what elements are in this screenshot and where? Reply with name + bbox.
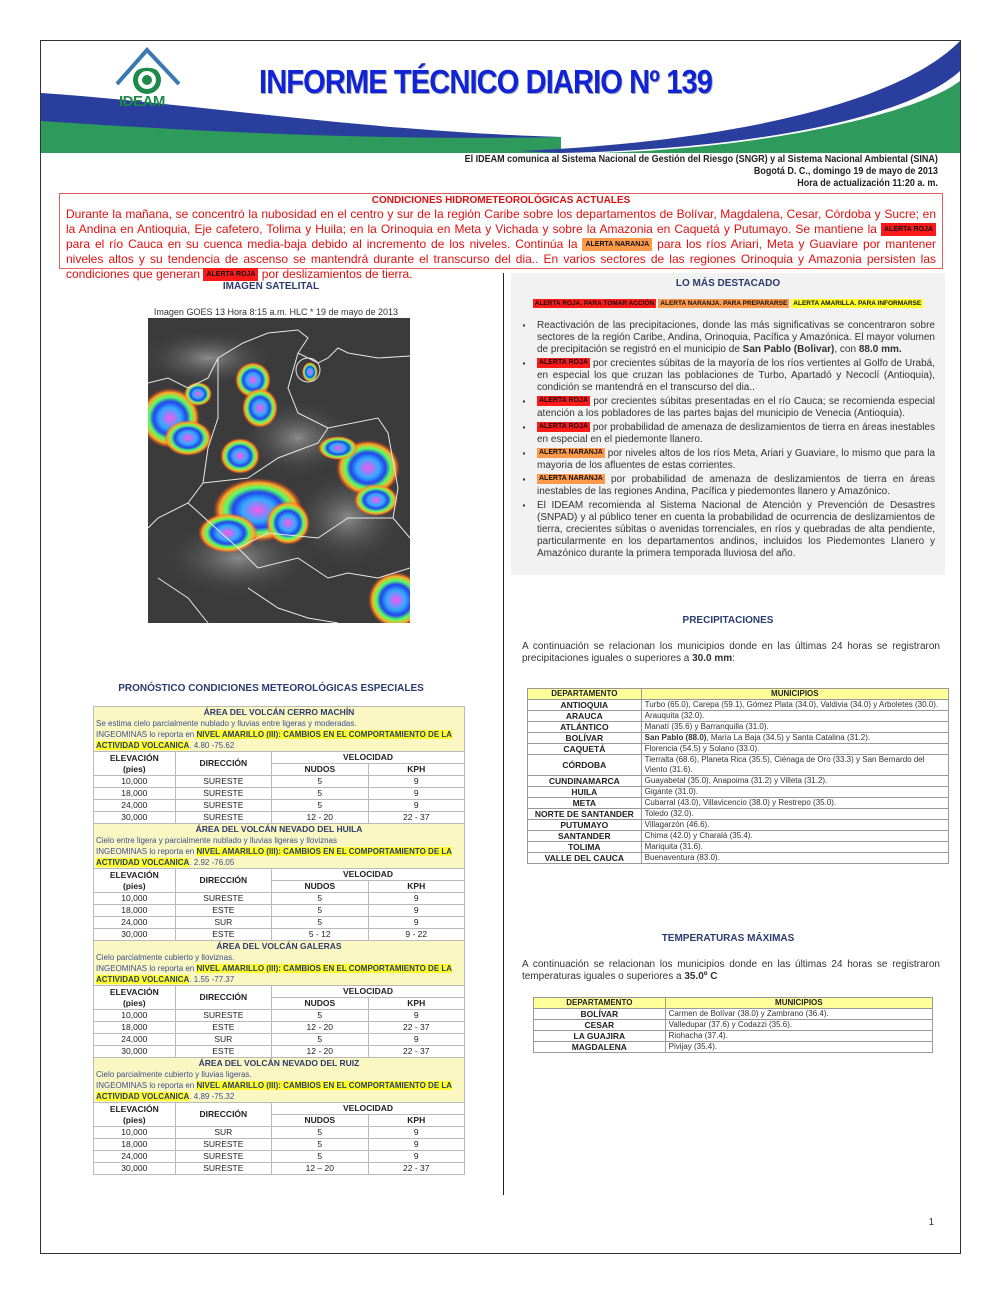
volcano-coords: . 1.55 -77.37 [189, 975, 235, 984]
table-header-row [534, 998, 933, 1009]
cell-elevation: 24,000 [94, 800, 176, 812]
item-bold: San Pablo (Bolivar) [742, 344, 835, 355]
cell-knots: 5 [272, 893, 368, 905]
intro-bold: 30.0 mm [692, 653, 733, 664]
ingeominas-prefix: INGEOMINAS lo reporta en [96, 730, 197, 739]
item-text: por crecientes súbitas presentadas en el río Cauca; se recomienda especial atención a los pobladores de las partes bajas del municipio de Venecia (Antioquia). [537, 396, 935, 419]
cell-municipalities [641, 700, 948, 711]
item-text: El IDEAM recomienda al Sistema Nacional de Atención y Prevención de Desastres (SNPAD) y al público tener en cuenta la probabilidad de ocurrencia de deslizamientos de tierra, crecientes súbitas o avenidas torrenciales, en ríos y quebradas de alta pendiente, particularmente en los departamentos andinos, incluidos los Piedemontes Llanero y Amazónico durante la primera temporada lluviosa del año. [537, 500, 935, 559]
cell-department: VALLE DEL CAUCA [528, 853, 642, 864]
current-conditions-box [59, 193, 943, 281]
table-row [528, 787, 949, 798]
cell-text: , María La Baja (34.5) y Santa Catalina (31.2). [706, 733, 871, 742]
cell-municipalities: Pivijay (35.4). [665, 1042, 932, 1053]
col-direction: DIRECCIÓN [175, 1103, 271, 1127]
cell-knots: 5 [272, 800, 368, 812]
item-text: por niveles altos de los ríos Meta, Ariari y Guaviare, lo mismo que para la mayoria de los afluentes de estas corrientes. [537, 448, 935, 471]
volcano-area-row [94, 707, 465, 752]
intro-text: A continuación se relacionan los municipios donde en las últimas 24 horas se registraron precipitaciones iguales o superiores a [522, 641, 940, 664]
conditions-title: CONDICIONES HIDROMETEOROLÓGICAS ACTUALES [371, 195, 631, 206]
col-knots: NUDOS [272, 881, 368, 893]
temperature-intro [522, 959, 940, 983]
cell-direction: SURESTE [175, 893, 271, 905]
highlights-box [511, 273, 945, 575]
cell-municipalities: Valledupar (37.6) y Codazzi (35.6). [665, 1020, 932, 1031]
update-time: Hora de actualización 11:20 a. m. [797, 178, 938, 189]
cell-department: BOLÍVAR [528, 733, 642, 744]
volcano-area-row [94, 824, 465, 869]
cell-direction: ESTE [175, 1022, 271, 1034]
alert-legend [511, 299, 945, 308]
cell-kph: 9 [368, 893, 464, 905]
cell-elevation: 30,000 [94, 1163, 176, 1175]
cell-kph: 9 [368, 776, 464, 788]
header-unit: (pies) [122, 763, 146, 774]
ingeominas-prefix: INGEOMINAS lo reporta en [96, 964, 197, 973]
cell-elevation: 18,000 [94, 788, 176, 800]
cell-text: Tierralta (68.6), Planeta Rica (35.5), Ciénaga de Oro (33.3) y San Bernardo del Viento (31.6). [644, 755, 925, 774]
table-row [94, 1046, 465, 1058]
header-unit: (pies) [122, 1114, 146, 1125]
page-number: 1 [928, 1217, 934, 1228]
conditions-text: Durante la mañana, se concentró la nubosidad en el centro y sur de la región Caribe sobre los departamentos de Bolívar, Magdalena, Cesar, Córdoba y Sucre; en la Andina en Antioquia, Eje cafetero, Tolima y Huila; en la Orinoquia en Meta y Vichada y sobre la Amazonia en Caquetá y Putumayo. Se mantiene la [66, 207, 936, 236]
cell-kph: 22 - 37 [368, 1046, 464, 1058]
table-row [94, 1139, 465, 1151]
table-row [534, 1009, 933, 1020]
cell-knots: 5 [272, 1010, 368, 1022]
cell-elevation: 18,000 [94, 905, 176, 917]
list-item [521, 320, 935, 356]
cell-municipalities [641, 776, 948, 787]
cell-municipalities [641, 842, 948, 853]
cell-direction: ESTE [175, 929, 271, 941]
col-direction: DIRECCIÓN [175, 986, 271, 1010]
alert-orange-badge: ALERTA NARANJA [582, 238, 652, 251]
cell-knots: 12 – 20 [272, 1163, 368, 1175]
cell-kph: 9 - 22 [368, 929, 464, 941]
cell-direction: ESTE [175, 1046, 271, 1058]
cell-text: Chima (42.0) y Charalá (35.4). [644, 831, 753, 840]
cell-elevation: 10,000 [94, 893, 176, 905]
cell-municipalities [641, 853, 948, 864]
item-bold: 88.0 mm. [858, 344, 902, 355]
volcano-area-name: ÁREA DEL VOLCÁN NEVADO DEL RUIZ [198, 1058, 360, 1068]
table-row [528, 755, 949, 776]
cell-department: BOLÍVAR [534, 1009, 666, 1020]
volcano-area-row [94, 941, 465, 986]
cell-elevation: 24,000 [94, 1034, 176, 1046]
cell-department: LA GUAJIRA [534, 1031, 666, 1042]
cell-department: ATLÁNTICO [528, 722, 642, 733]
cell-municipalities [641, 722, 948, 733]
col-velocity: VELOCIDAD [272, 986, 465, 998]
list-item [521, 358, 935, 394]
cell-text: Guayabetal (35.0), Anapoima (31.2) y Villeta (31.2). [644, 776, 828, 785]
volcano-area-desc: Cielo entre ligera y parcialmente nublado y lluvias ligeras y lloviznas [96, 836, 338, 845]
volcano-area-name: ÁREA DEL VOLCÁN CERRO MACHÍN [203, 707, 355, 717]
table-row [528, 809, 949, 820]
item-text: por probabilidad de amenaza de deslizamientos de tierra en áreas inestables de las regiones Andina, Pacífica y piedemontes llanero y Amazónico. [537, 474, 935, 497]
cell-kph: 9 [368, 1139, 464, 1151]
report-header [41, 41, 960, 153]
cell-text: Villagarzón (46.6). [644, 820, 710, 829]
cell-elevation: 24,000 [94, 1151, 176, 1163]
report-page [40, 40, 961, 1254]
list-item [521, 448, 935, 472]
cell-text: Buenaventura (83.0). [644, 853, 720, 862]
cell-elevation: 10,000 [94, 1010, 176, 1022]
cell-municipalities [641, 831, 948, 842]
satellite-caption: Imagen GOES 13 Hora 8:15 a.m. HLC * 19 de mayo de 2013 [153, 307, 399, 317]
cell-kph: 9 [368, 1151, 464, 1163]
volcano-area-name: ÁREA DEL VOLCÁN NEVADO DEL HUILA [195, 824, 363, 834]
cell-direction: SUR [175, 1127, 271, 1139]
volcano-area-desc: Se estima cielo parcialmente nublado y lluvias entre ligeras y moderadas. [96, 719, 357, 728]
col-kph: KPH [368, 881, 464, 893]
volcano-area-name: ÁREA DEL VOLCÁN GALERAS [216, 941, 342, 951]
cell-knots: 5 [272, 776, 368, 788]
volcano-coords: . 2.92 -76.05 [189, 858, 235, 867]
table-row [94, 929, 465, 941]
cell-department: META [528, 798, 642, 809]
col-kph: KPH [368, 998, 464, 1010]
table-row [94, 1034, 465, 1046]
cell-department: CUNDINAMARCA [528, 776, 642, 787]
table-row [94, 1010, 465, 1022]
cell-municipalities [641, 755, 948, 776]
cell-kph: 9 [368, 1034, 464, 1046]
col-kph: KPH [368, 764, 464, 776]
cell-direction: SURESTE [175, 1139, 271, 1151]
cell-kph: 22 - 37 [368, 812, 464, 824]
nivel-amarillo-badge: NIVEL AMARILLO (III): CAMBIOS EN EL COMPORTAMIENTO DE LA ACTIVIDAD VOLCANICA [96, 730, 453, 750]
table-row [528, 744, 949, 755]
table-row [528, 711, 949, 722]
intro-text: A continuación se relacionan los municipios donde en las últimas 24 horas se registraron temperaturas iguales o superiores a [522, 959, 940, 982]
cell-department: NORTE DE SANTANDER [528, 809, 642, 820]
table-row [528, 776, 949, 787]
col-department: DEPARTAMENTO [534, 998, 666, 1009]
item-text: por probabilidad de amenaza de deslizamientos de tierra en áreas inestables en especial en el piedemonte llanero. [537, 422, 935, 445]
table-row [94, 788, 465, 800]
cell-knots: 12 - 20 [272, 1046, 368, 1058]
cell-direction: SUR [175, 1034, 271, 1046]
highlights-list [521, 320, 935, 560]
col-elevation [94, 869, 176, 893]
cell-municipalities [641, 809, 948, 820]
volcano-area-info [94, 824, 465, 869]
item-text: Reactivación de las precipitaciones, donde las más significativas se concentraron sobre sectores de la región Caribe, Andina, Orinoquia, Pacífica y Amazónica. El mayor volumen de precipitación se registró en el municipio de [537, 320, 935, 355]
cell-direction: SURESTE [175, 800, 271, 812]
cell-knots: 5 - 12 [272, 929, 368, 941]
cell-direction: SURESTE [175, 1010, 271, 1022]
volcano-coords: . 4.89 -75.32 [189, 1092, 235, 1101]
cell-text: Gigante (31.0). [644, 787, 699, 796]
table-row [534, 1020, 933, 1031]
header-label: ELEVACIÓN [109, 1103, 159, 1114]
cell-municipalities [641, 798, 948, 809]
table-row [528, 798, 949, 809]
cell-knots: 5 [272, 1127, 368, 1139]
col-elevation [94, 986, 176, 1010]
cell-department: CAQUETÁ [528, 744, 642, 755]
alert-red-badge: ALERTA ROJA [881, 223, 936, 236]
col-elevation [94, 1103, 176, 1127]
table-row [94, 800, 465, 812]
col-velocity: VELOCIDAD [272, 869, 465, 881]
cell-municipalities [641, 733, 948, 744]
volcano-area-info [94, 941, 465, 986]
header-info [465, 154, 938, 190]
header-unit: (pies) [122, 880, 146, 891]
cell-knots: 5 [272, 1034, 368, 1046]
conditions-text: para el río Cauca en su cuenca media-baja debido al incremento de los niveles. Continúa la [66, 237, 583, 251]
nivel-amarillo-badge: NIVEL AMARILLO (III): CAMBIOS EN EL COMPORTAMIENTO DE LA ACTIVIDAD VOLCANICA [96, 847, 453, 867]
cell-kph: 22 - 37 [368, 1163, 464, 1175]
cell-direction: SURESTE [175, 1163, 271, 1175]
table-row [94, 893, 465, 905]
list-item [521, 474, 935, 498]
cell-text: Cubarral (43.0), Villavicencio (38.0) y Restrepo (35.0). [644, 798, 837, 807]
cell-knots: 5 [272, 917, 368, 929]
table-row [94, 776, 465, 788]
cell-knots: 5 [272, 1139, 368, 1151]
col-kph: KPH [368, 1115, 464, 1127]
table-row [528, 853, 949, 864]
cell-elevation: 18,000 [94, 1022, 176, 1034]
cell-department: ARAUCA [528, 711, 642, 722]
cell-elevation: 30,000 [94, 1046, 176, 1058]
table-header-row [94, 869, 465, 881]
cell-department: ANTIOQUIA [528, 700, 642, 711]
table-row [528, 700, 949, 711]
cell-elevation: 10,000 [94, 776, 176, 788]
volcano-coords: . 4.80 -75.62 [189, 741, 235, 750]
alert-red-badge: ALERTA ROJA [203, 268, 258, 281]
cell-department: HUILA [528, 787, 642, 798]
col-velocity: VELOCIDAD [272, 1103, 465, 1115]
report-title: INFORME TÉCNICO DIARIO Nº 139 [259, 63, 713, 100]
col-department: DEPARTAMENTO [528, 689, 642, 700]
volcano-area-info [94, 1058, 465, 1103]
cell-direction: SUR [175, 917, 271, 929]
col-elevation [94, 752, 176, 776]
table-row [528, 722, 949, 733]
cell-department: MAGDALENA [534, 1042, 666, 1053]
temperature-table [533, 997, 933, 1053]
cell-elevation: 18,000 [94, 1139, 176, 1151]
cell-department: TOLIMA [528, 842, 642, 853]
satellite-section-title: IMÁGEN SATELITAL [222, 281, 320, 292]
precipitation-table [527, 688, 949, 864]
cell-municipalities: Riohacha (37.4). [665, 1031, 932, 1042]
temperature-section-title: TEMPERATURAS MÁXIMAS [661, 933, 795, 944]
table-row [94, 905, 465, 917]
cell-department: PUTUMAYO [528, 820, 642, 831]
volcano-area-row [94, 1058, 465, 1103]
cell-elevation: 30,000 [94, 812, 176, 824]
cell-kph: 9 [368, 800, 464, 812]
conditions-text: para los ríos Ariari, Meta y Guaviare por mantener niveles altos y su tendencia de ascenso se mantendrá durante el transcurso del dia.. En varios sectores de las regiones Orinoquia y Amazonia persisten las condiciones que generan [66, 237, 936, 281]
table-row [94, 1022, 465, 1034]
cell-text: Florencia (54.5) y Solano (33.0). [644, 744, 760, 753]
list-item [521, 396, 935, 420]
cell-kph: 9 [368, 905, 464, 917]
cell-direction: SURESTE [175, 1151, 271, 1163]
cell-municipalities [641, 820, 948, 831]
col-velocity: VELOCIDAD [272, 752, 465, 764]
ingeominas-prefix: INGEOMINAS lo reporta en [96, 847, 197, 856]
cell-department: CÓRDOBA [528, 755, 642, 776]
cell-direction: SURESTE [175, 788, 271, 800]
ingeominas-prefix: INGEOMINAS lo reporta en [96, 1081, 197, 1090]
forecast-section-title: PRONÓSTICO CONDICIONES METEOROLÓGICAS ESPECIALES [118, 683, 424, 694]
table-row [534, 1031, 933, 1042]
volcano-area-desc: Cielo parcialmente cubierto y lluvias ligeras. [96, 1070, 252, 1079]
conditions-text: por deslizamientos de tierra. [258, 267, 413, 281]
cell-text: Toledo (32.0). [644, 809, 694, 818]
cell-direction: SURESTE [175, 812, 271, 824]
cell-text: Turbo (65.0), Carepa (59.1), Gómez Plata (34.0), Valdivia (34.0) y Arboletes (30.0). [644, 700, 939, 709]
cell-direction: ESTE [175, 905, 271, 917]
alert-orange-badge: ALERTA NARANJA [539, 475, 603, 483]
satellite-map-graphic [148, 318, 410, 623]
header-unit: (pies) [122, 997, 146, 1008]
column-divider [503, 273, 504, 1195]
cell-kph: 9 [368, 917, 464, 929]
volcano-ingeominas [96, 1080, 462, 1102]
cell-text: Mariquita (31.6). [644, 842, 703, 851]
header-label: ELEVACIÓN [109, 752, 159, 763]
col-direction: DIRECCIÓN [175, 752, 271, 776]
volcano-ingeominas [96, 963, 462, 985]
cell-department: SANTANDER [528, 831, 642, 842]
table-row [94, 1151, 465, 1163]
nivel-amarillo-badge: NIVEL AMARILLO (III): CAMBIOS EN EL COMPORTAMIENTO DE LA ACTIVIDAD VOLCANICA [96, 964, 453, 984]
cell-municipalities [641, 744, 948, 755]
volcano-area-info [94, 707, 465, 752]
highlights-title: LO MÁS DESTACADO [675, 278, 781, 289]
header-label: ELEVACIÓN [109, 986, 159, 997]
intro-bold: 35.0º C [684, 971, 718, 982]
col-municipalities: MUNICIPIOS [665, 998, 932, 1009]
cell-kph: 9 [368, 788, 464, 800]
cell-elevation: 24,000 [94, 917, 176, 929]
cell-kph: 9 [368, 1010, 464, 1022]
cell-elevation: 10,000 [94, 1127, 176, 1139]
cell-knots: 12 - 20 [272, 1022, 368, 1034]
alert-red-badge: ALERTA ROJA [539, 397, 588, 405]
legend-yellow: ALERTA AMARILLA. PARA INFORMARSE [793, 300, 922, 307]
cell-knots: 5 [272, 788, 368, 800]
table-row [528, 842, 949, 853]
table-row [94, 1127, 465, 1139]
alert-orange-badge: ALERTA NARANJA [539, 449, 603, 457]
cell-knots: 5 [272, 905, 368, 917]
satellite-image [148, 318, 410, 623]
table-header-row [94, 1103, 465, 1115]
list-item [521, 422, 935, 446]
cell-municipalities: Carmen de Bolívar (38.0) y Zambrano (36.4). [665, 1009, 932, 1020]
list-item [521, 500, 935, 560]
cell-kph: 22 - 37 [368, 1022, 464, 1034]
ideam-logo-text: IDEAM [119, 93, 165, 110]
header-label: ELEVACIÓN [109, 869, 159, 880]
table-header-row [94, 752, 465, 764]
alert-red-badge: ALERTA ROJA [539, 423, 588, 431]
alert-red-badge: ALERTA ROJA [539, 359, 588, 367]
col-direction: DIRECCIÓN [175, 869, 271, 893]
precipitation-intro [522, 641, 940, 665]
table-row [94, 812, 465, 824]
cell-department: CESAR [534, 1020, 666, 1031]
comunica-text: El IDEAM comunica al Sistema Nacional de Gestión del Riesgo (SNGR) y al Sistema Nacional Ambiental (SINA) [464, 154, 938, 165]
item-text: por crecientes súbitas de la mayoría de los ríos vertientes al Golfo de Urabá, en especial los que cruzan las poblaciones de Turbo, Apartadó y Necoclí (Antioquia), condición se mantendrá en el transcurso del dia.. [537, 358, 935, 393]
table-row [528, 820, 949, 831]
table-header-row [528, 689, 949, 700]
nivel-amarillo-badge: NIVEL AMARILLO (III): CAMBIOS EN EL COMPORTAMIENTO DE LA ACTIVIDAD VOLCANICA [96, 1081, 453, 1101]
legend-red: ALERTA ROJA. PARA TOMAR ACCIÓN [534, 300, 655, 307]
cell-municipalities [641, 787, 948, 798]
cell-elevation: 30,000 [94, 929, 176, 941]
table-row [94, 917, 465, 929]
report-date: Bogotá D. C., domingo 19 de mayo de 2013 [753, 166, 938, 177]
col-knots: NUDOS [272, 998, 368, 1010]
volcano-area-desc: Cielo parcialmente cubierto y lloviznas. [96, 953, 235, 962]
col-knots: NUDOS [272, 764, 368, 776]
cell-knots: 5 [272, 1151, 368, 1163]
col-municipalities: MUNICIPIOS [641, 689, 948, 700]
item-text: , con [834, 344, 859, 355]
legend-orange: ALERTA NARANJA. PARA PREPARARSE [660, 300, 788, 307]
cell-text: Manatí (35.6) y Barranquilla (31.0). [644, 722, 769, 731]
cell-direction: SURESTE [175, 776, 271, 788]
cell-kph: 9 [368, 1127, 464, 1139]
cell-municipalities [641, 711, 948, 722]
cell-bold: San Pablo (88.0) [644, 733, 707, 742]
table-row [528, 831, 949, 842]
volcano-forecast-table [93, 706, 465, 1175]
intro-text: : [732, 653, 735, 664]
table-header-row [94, 986, 465, 998]
table-row [534, 1042, 933, 1053]
volcano-ingeominas [96, 846, 462, 868]
cell-text: Arauquita (32.0). [644, 711, 705, 720]
cell-knots: 12 - 20 [272, 812, 368, 824]
table-row [528, 733, 949, 744]
col-knots: NUDOS [272, 1115, 368, 1127]
table-row [94, 1163, 465, 1175]
precipitation-section-title: PRECIPITACIONES [682, 615, 774, 626]
volcano-ingeominas [96, 729, 462, 751]
